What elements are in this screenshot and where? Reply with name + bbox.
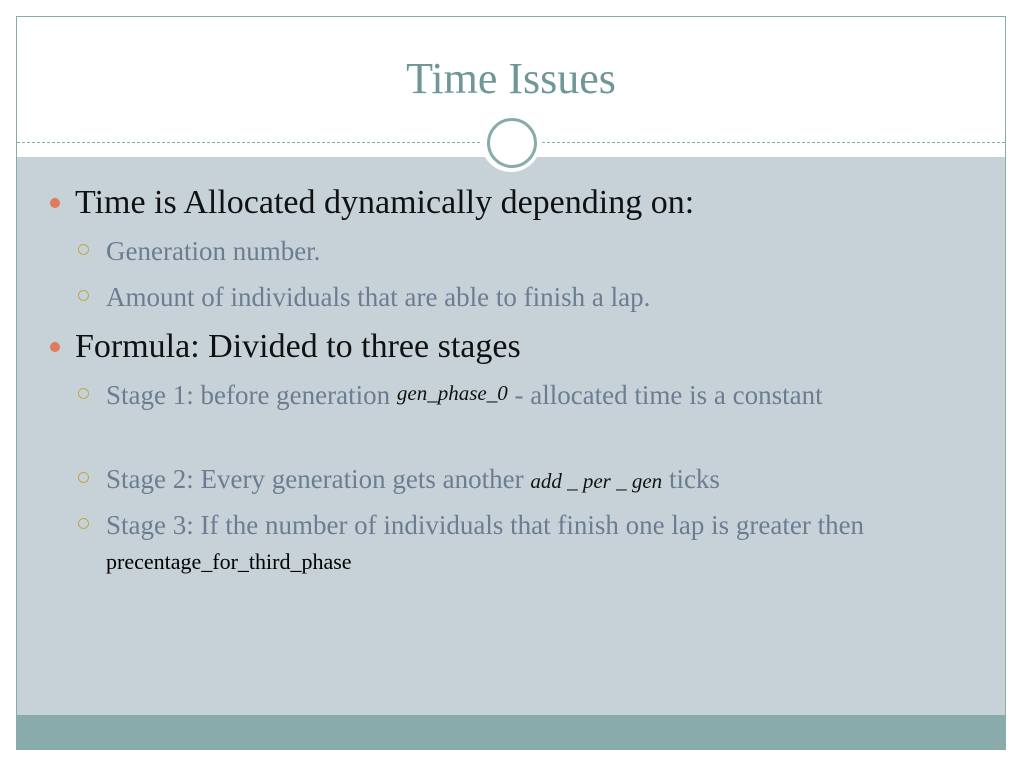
hollow-circle-bullet-icon <box>78 290 89 301</box>
stage-text-prefix: Stage 3: If the number of individuals that finish one lap is greater then <box>106 510 865 540</box>
hollow-circle-bullet-icon <box>78 518 89 529</box>
formula-variable: add _ per _ gen <box>530 469 663 493</box>
hollow-circle-bullet-icon <box>78 388 89 399</box>
footer-bar <box>17 715 1005 749</box>
bullet-item <box>75 327 521 367</box>
sub-bullet-item <box>106 233 916 270</box>
stage-text-suffix: ticks <box>662 464 720 494</box>
bullet-text: Time is Allocated dynamically depending on: <box>75 184 695 221</box>
hollow-circle-bullet-icon <box>78 244 89 255</box>
sub-bullet-item <box>106 507 916 582</box>
bullet-text: Formula: Divided to three stages <box>75 328 521 365</box>
hollow-circle-bullet-icon <box>78 472 89 483</box>
formula-variable: gen_phase_0 <box>396 381 508 405</box>
stage-text-prefix: Stage 2: Every generation gets another <box>106 464 531 494</box>
stage-text-suffix: - allocated time is a constant <box>507 380 823 410</box>
bullet-dot-icon <box>50 342 60 352</box>
slide <box>16 16 1006 750</box>
sub-bullet-item <box>106 461 916 500</box>
sub-bullet-item <box>106 279 916 316</box>
sub-bullet-text: Amount of individuals that are able to finish a lap. <box>106 282 651 312</box>
sub-bullet-text: Generation number. <box>106 236 321 266</box>
bullet-dot-icon <box>50 198 60 208</box>
slide-title: Time Issues <box>406 54 616 103</box>
sub-bullet-item <box>106 377 916 416</box>
formula-variable: precentage_for_third_phase <box>106 549 352 574</box>
bullet-item <box>75 183 694 223</box>
stage-text-prefix: Stage 1: before generation <box>106 380 397 410</box>
divider-ring-icon <box>487 118 537 168</box>
